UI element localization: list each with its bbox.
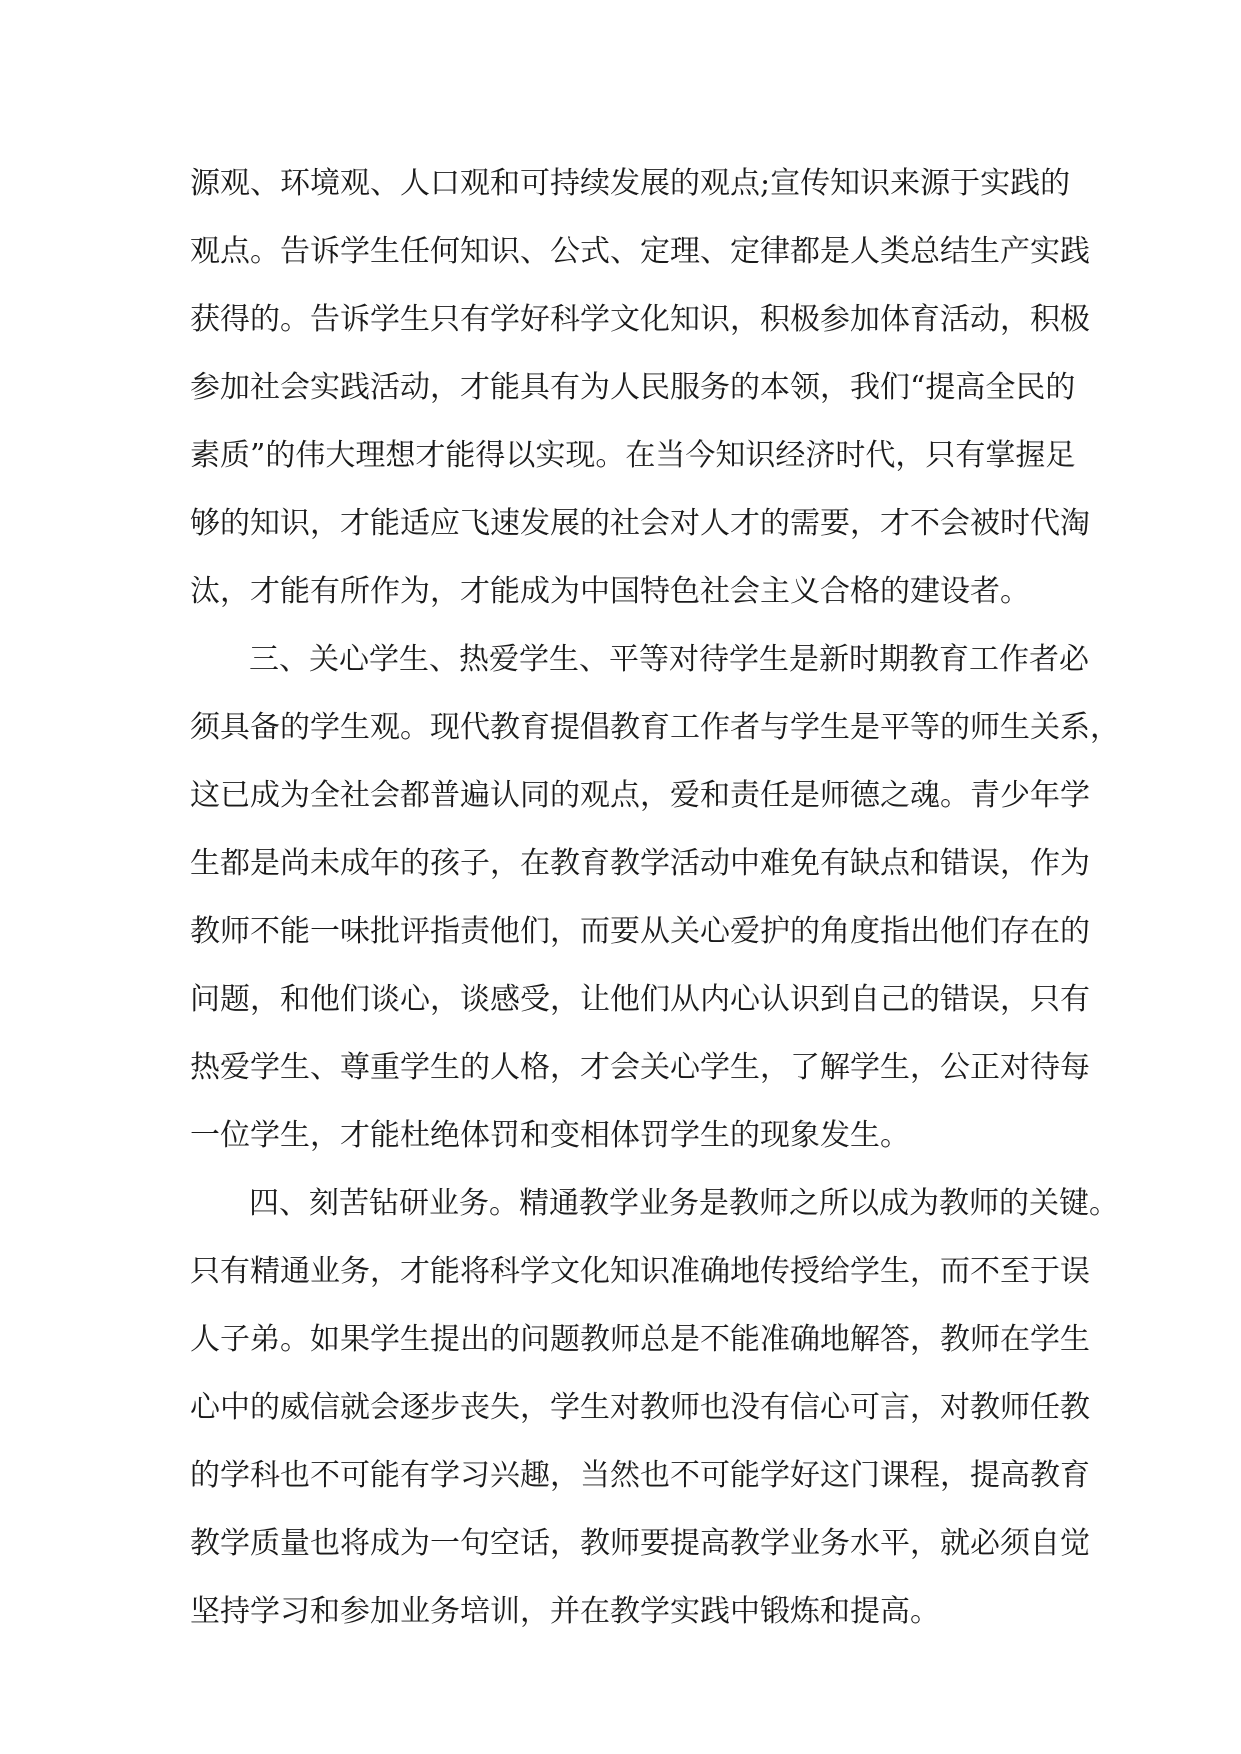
text-line: 须具备的学生观。现代教育提倡教育工作者与学生是平等的师生关系， [190,710,1120,745]
text-line: 心中的威信就会逐步丧失，学生对教师也没有信心可言，对教师任教 [190,1390,1090,1425]
paragraph-2 [190,626,1120,1170]
text-line: 的学科也不可能有学习兴趣，当然也不可能学好这门课程，提高教育 [190,1458,1090,1493]
paragraph-1 [190,150,1090,626]
text-line: 生都是尚未成年的孩子，在教育教学活动中难免有缺点和错误，作为 [190,846,1090,881]
text-line: 人子弟。如果学生提出的问题教师总是不能准确地解答，教师在学生 [190,1322,1090,1357]
text-line: 三、关心学生、热爱学生、平等对待学生是新时期教育工作者必 [249,642,1089,677]
text-line: 这已成为全社会都普遍认同的观点，爱和责任是师德之魂。青少年学 [190,778,1090,813]
text-line: 热爱学生、尊重学生的人格，才会关心学生，了解学生，公正对待每 [190,1050,1090,1085]
text-line: 坚持学习和参加业务培训，并在教学实践中锻炼和提高。 [190,1594,940,1629]
text-line: 源观、环境观、人口观和可持续发展的观点;宣传知识来源于实践的 [190,166,1071,201]
text-line: 四、刻苦钻研业务。精通教学业务是教师之所以成为教师的关键。 [249,1186,1119,1221]
text-line: 教师不能一味批评指责他们，而要从关心爱护的角度指出他们存在的 [190,914,1090,949]
paragraph-3 [190,1170,1119,1646]
text-line: 一位学生，才能杜绝体罚和变相体罚学生的现象发生。 [190,1118,910,1153]
document-body [190,150,1120,1646]
text-line: 获得的。告诉学生只有学好科学文化知识，积极参加体育活动，积极 [190,302,1090,337]
text-line: 只有精通业务，才能将科学文化知识准确地传授给学生，而不至于误 [190,1254,1090,1289]
text-line: 教学质量也将成为一句空话，教师要提高教学业务水平，就必须自觉 [190,1526,1090,1561]
text-line: 参加社会实践活动，才能具有为人民服务的本领，我们“提高全民的 [190,370,1076,405]
text-line: 素质”的伟大理想才能得以实现。在当今知识经济时代，只有掌握足 [190,438,1076,473]
text-line: 汰，才能有所作为，才能成为中国特色社会主义合格的建设者。 [190,574,1030,609]
text-line: 观点。告诉学生任何知识、公式、定理、定律都是人类总结生产实践 [190,234,1090,269]
text-line: 够的知识，才能适应飞速发展的社会对人才的需要，才不会被时代淘 [190,506,1090,541]
text-line: 问题，和他们谈心，谈感受，让他们从内心认识到自己的错误，只有 [190,982,1090,1017]
